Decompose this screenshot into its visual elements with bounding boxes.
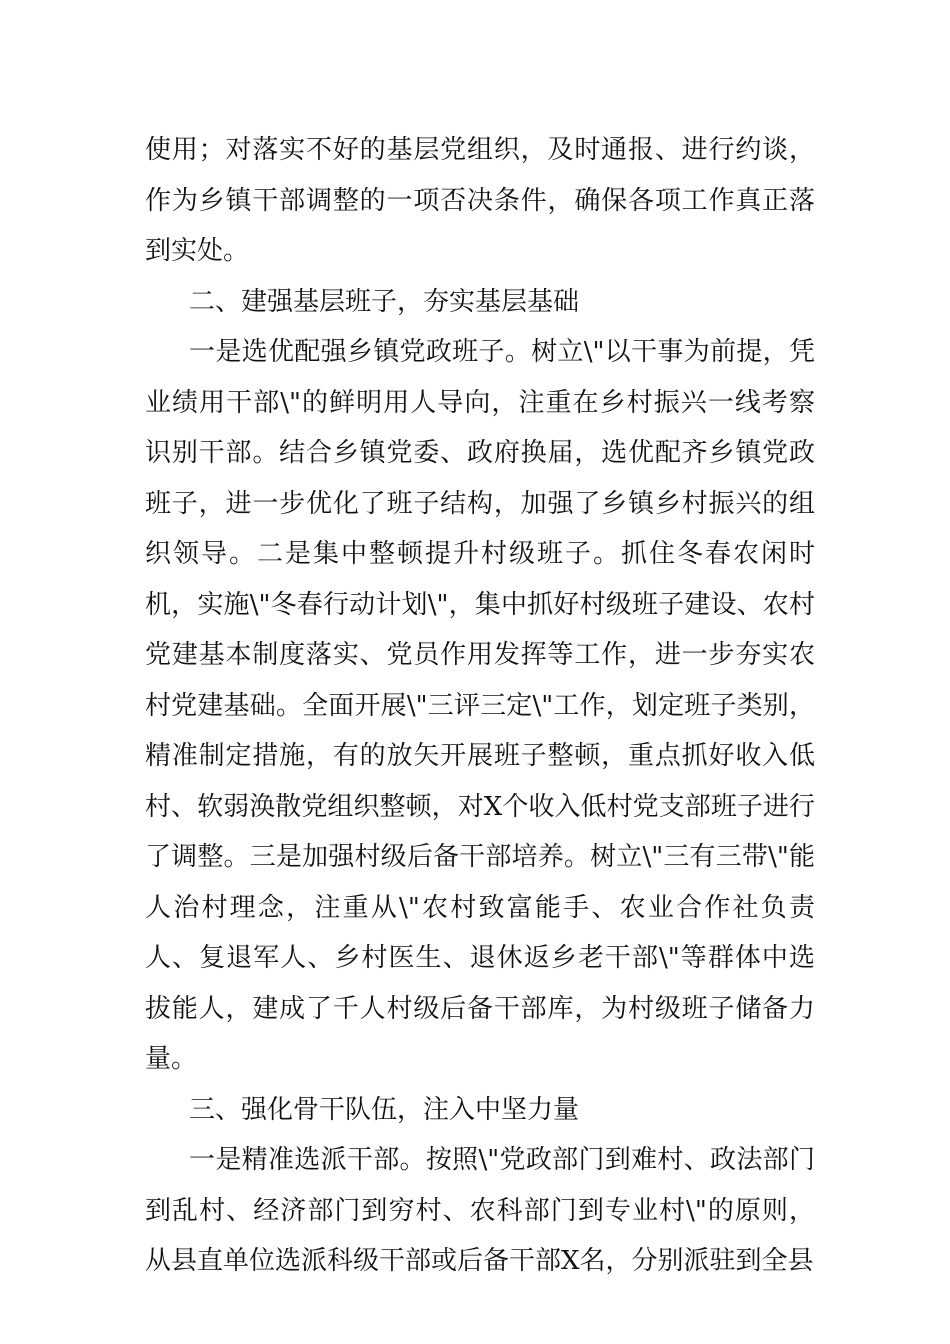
paragraph-continuation: 使用；对落实不好的基层党组织，及时通报、进行约谈，作为乡镇干部调整的一项否决条件，确保各项工作真正落到实处。 xyxy=(145,135,815,266)
section-2-body: 一是选优配强乡镇党政班子。树立\"以干事为前提，凭业绩用干部\"的鲜明用人导向，注重在乡村振兴一线考察识别干部。结合乡镇党委、政府换届，选优配齐乡镇党政班子，进一步优化了班子结构，加强了乡镇乡村振兴的组织领导。二是集中整顿提升村级班子。抓住冬春农闲时机，实施\"冬春行动计划\"，集中抓好村级班子建设、农村党建基本制度落实、党员作用发挥等工作，进一步夯实农村党建基础。全面开展\"三评三定\"工作，划定班子类别，精准制定措施，有的放矢开展班子整顿，重点抓好收入低村、软弱涣散党组织整顿，对X个收入低村党支部班子进行了调整。三是加强村级后备干部培养。树立\"三有三带\"能人治村理念，注重从\"农村致富能手、农业合作社负责人、复退军人、乡村医生、退休返乡老干部\"等群体中选拔能人，建成了千人村级后备干部库，为村级班子储备力量。 xyxy=(145,337,815,1074)
section-2-heading: 二、建强基层班子，夯实基层基础 xyxy=(189,286,580,317)
document-body xyxy=(145,125,815,1287)
section-3-heading: 三、强化骨干队伍，注入中坚力量 xyxy=(189,1094,580,1125)
section-3-body: 一是精准选派干部。按照\"党政部门到难村、政法部门到乱村、经济部门到穷村、农科部门到专业村\"的原则，从县直单位选派科级干部或后备干部X名，分别派驻到全县 xyxy=(145,1145,815,1276)
